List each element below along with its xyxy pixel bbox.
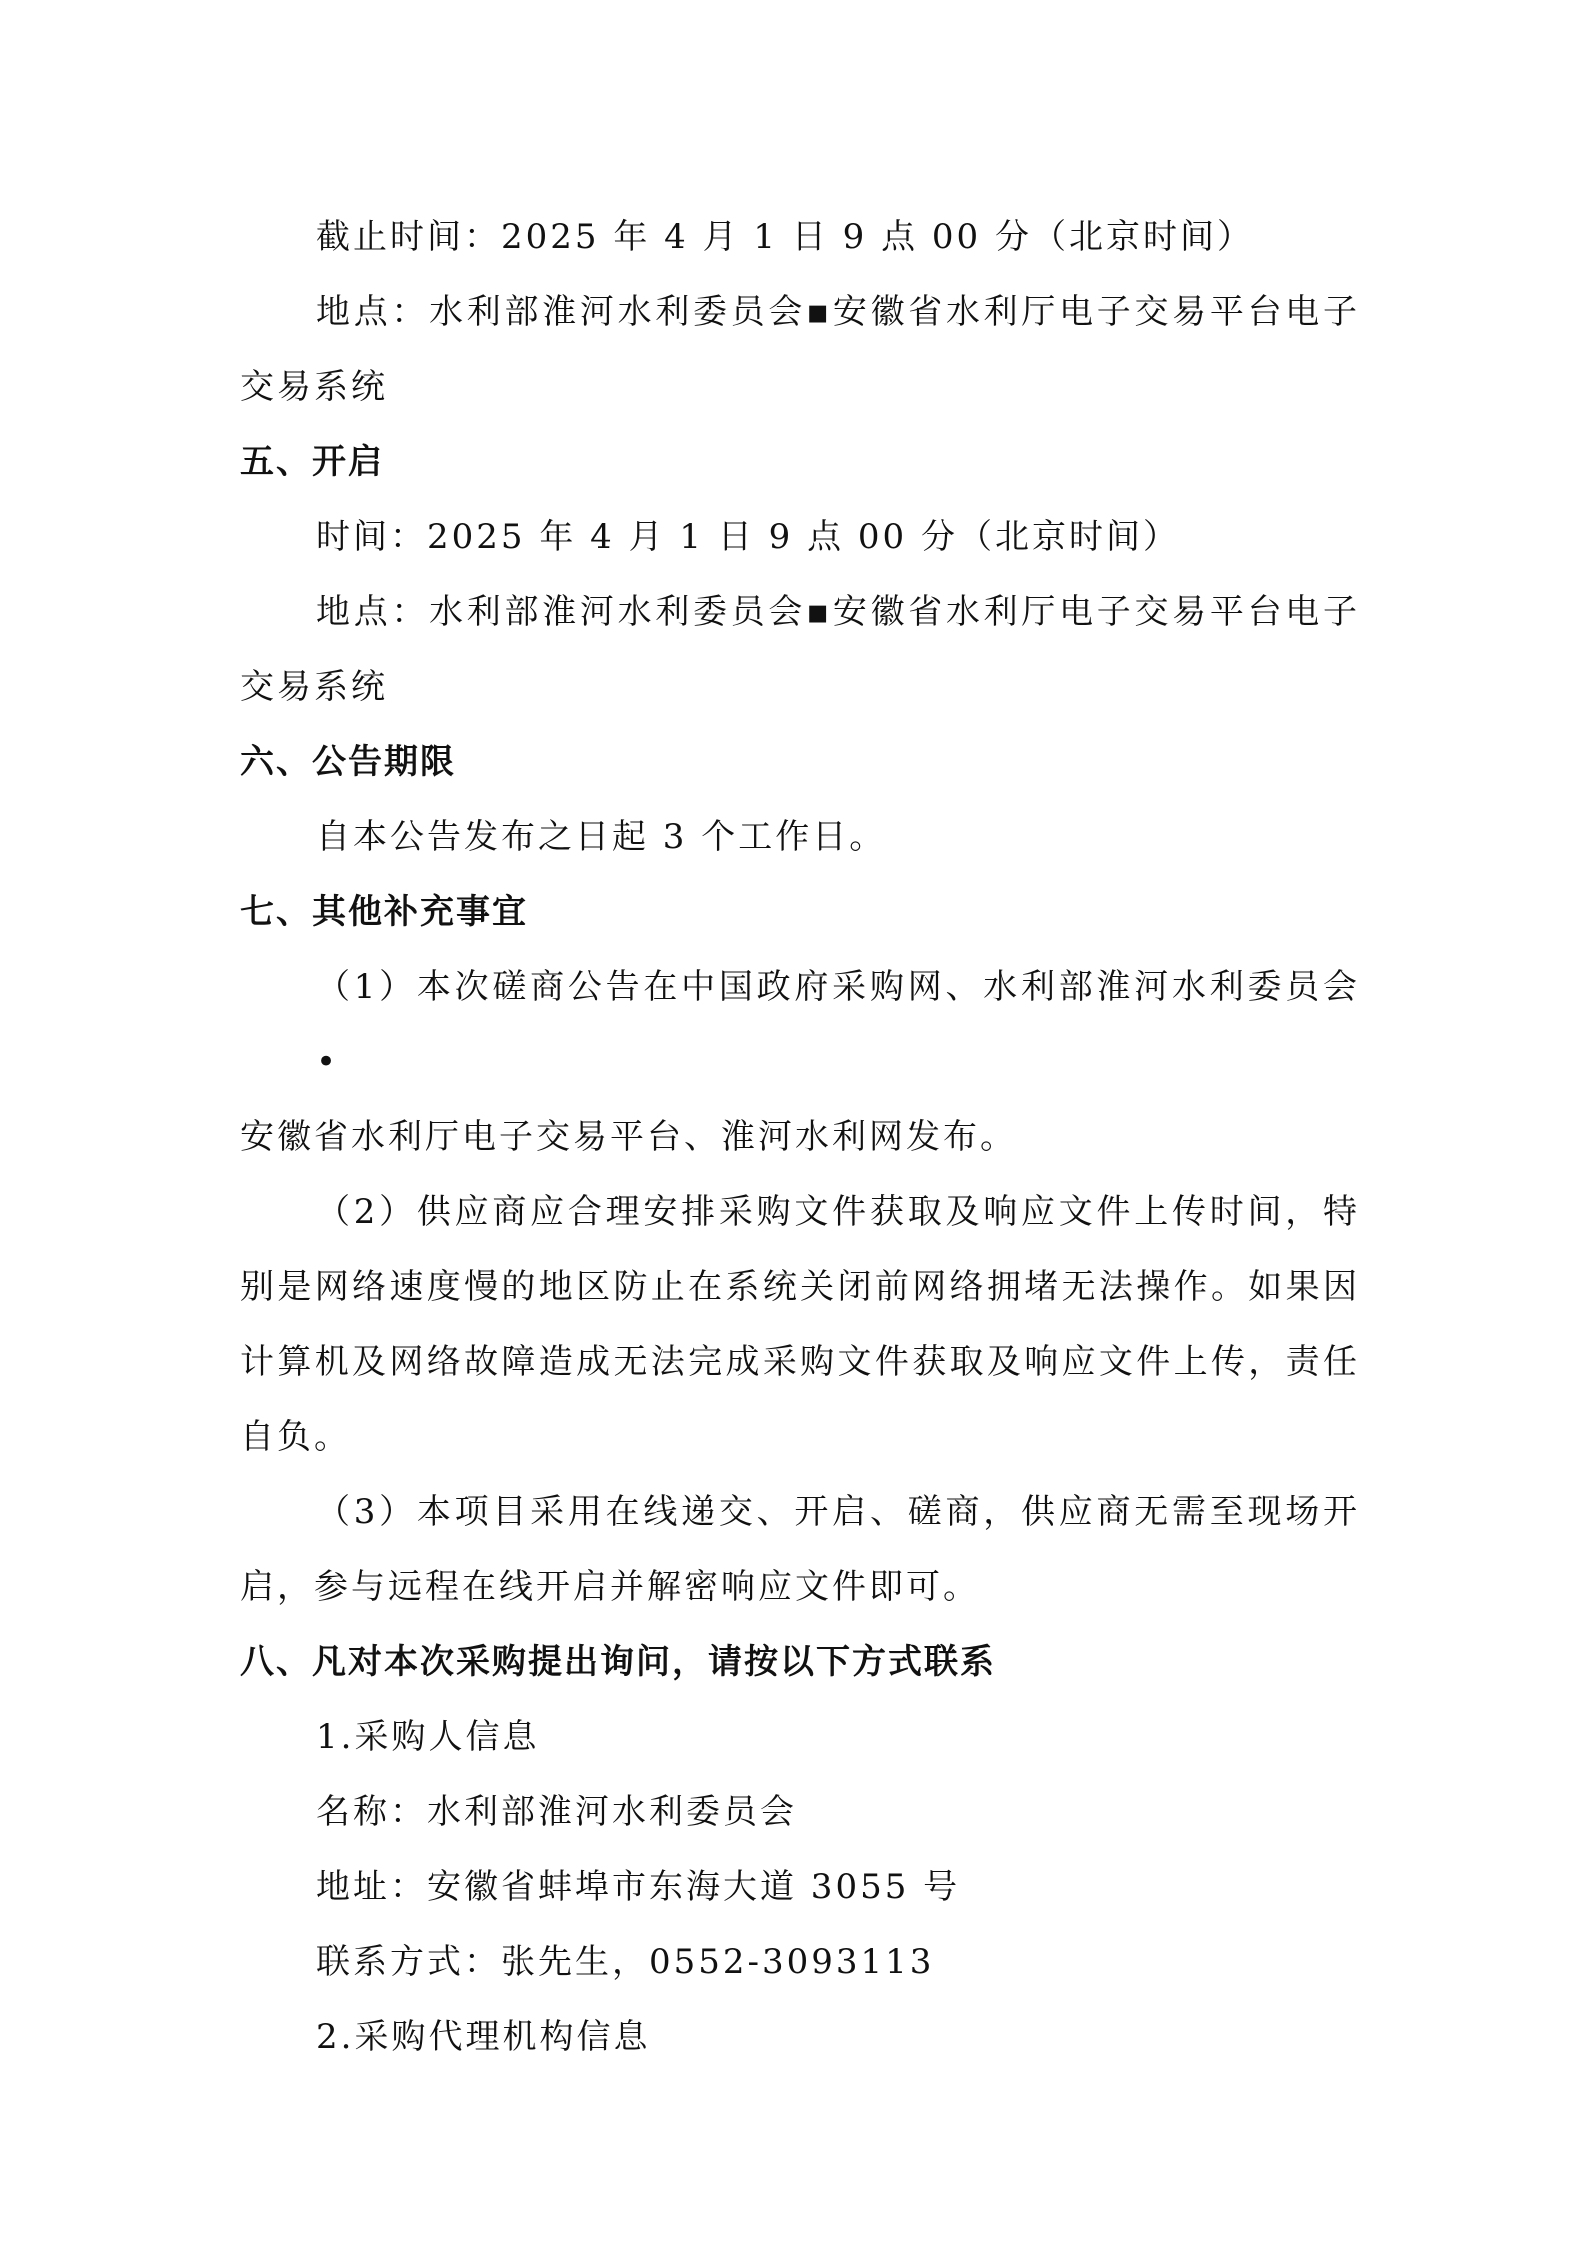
item2-line-b: 别是网络速度慢的地区防止在系统关闭前网络拥堵无法操作。如果因 <box>240 1267 1360 1307</box>
location-line-1b: 交易系统 <box>240 367 388 407</box>
location-line-2b: 交易系统 <box>240 667 388 707</box>
item2-line-d: 自负。 <box>240 1417 351 1457</box>
item1-line-b: 安徽省水利厅电子交易平台、淮河水利网发布。 <box>240 1117 1017 1157</box>
item3-line-b: 启，参与远程在线开启并解密响应文件即可。 <box>240 1567 980 1607</box>
location-line-2a: 地点：水利部淮河水利委员会▪安徽省水利厅电子交易平台电子 <box>316 592 1360 632</box>
item2-line-a: （2）供应商应合理安排采购文件获取及响应文件上传时间，特 <box>316 1192 1360 1232</box>
section-heading-contact: 八、凡对本次采购提出询问，请按以下方式联系 <box>240 1642 996 1682</box>
open-time-line: 时间：2025 年 4 月 1 日 9 点 00 分（北京时间） <box>316 517 1180 557</box>
item3-line-a: （3）本项目采用在线递交、开启、磋商，供应商无需至现场开 <box>316 1492 1360 1532</box>
document-page <box>240 200 1360 2075</box>
purchaser-address: 地址：安徽省蚌埠市东海大道 3055 号 <box>316 1867 961 1907</box>
agency-title: 2.采购代理机构信息 <box>316 2017 651 2057</box>
period-line: 自本公告发布之日起 3 个工作日。 <box>316 817 887 857</box>
purchaser-name: 名称：水利部淮河水利委员会 <box>316 1792 797 1832</box>
location-line-1a: 地点：水利部淮河水利委员会▪安徽省水利厅电子交易平台电子 <box>316 292 1360 332</box>
section-heading-open: 五、开启 <box>240 442 384 482</box>
section-heading-other: 七、其他补充事宜 <box>240 892 528 932</box>
item2-line-c: 计算机及网络故障造成无法完成采购文件获取及响应文件上传，责任 <box>240 1342 1360 1382</box>
purchaser-title: 1.采购人信息 <box>316 1717 540 1757</box>
section-heading-period: 六、公告期限 <box>240 742 456 782</box>
deadline-line: 截止时间：2025 年 4 月 1 日 9 点 00 分（北京时间） <box>316 217 1254 257</box>
purchaser-contact: 联系方式：张先生，0552-3093113 <box>316 1942 935 1982</box>
item1-line-a: （1）本次磋商公告在中国政府采购网、水利部淮河水利委员会• <box>316 967 1360 1082</box>
